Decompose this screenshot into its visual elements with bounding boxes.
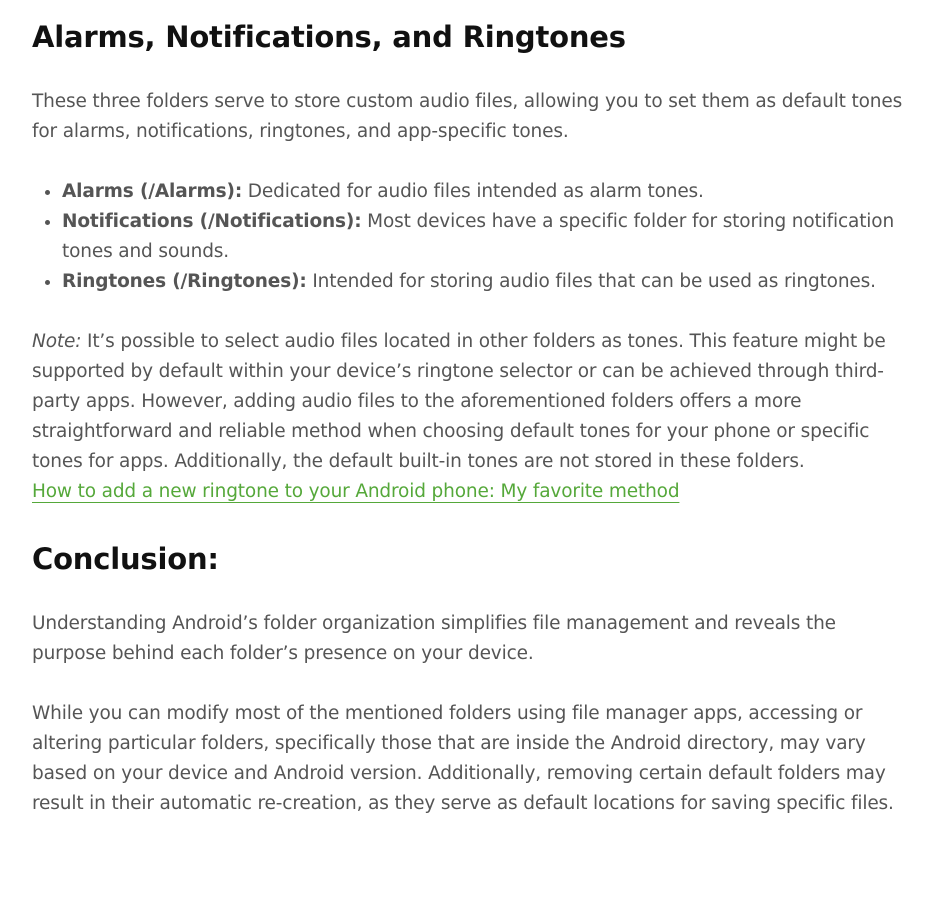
section-heading-conclusion: Conclusion: (32, 542, 219, 576)
note-text: It’s possible to select audio files located in other folders as tones. This feature might be supported by default within your device’s ringtone selector or can be achieved through third-party apps. However, adding audio files to the aforementioned folders offers a more straightforward and reliable method when choosing default tones for your phone or specific tones for apps. Additionally, the default built-in tones are not stored in these folders. (32, 331, 886, 472)
list-item-text: Intended for storing audio files that can be used as ringtones. (306, 271, 876, 292)
list-item-term: Notifications (/Notifications): (62, 211, 362, 232)
note-paragraph (32, 327, 912, 507)
list-item-ringtones (62, 267, 912, 297)
folder-list (32, 177, 912, 297)
note-label: Note: (32, 331, 82, 352)
list-item-notifications (62, 207, 912, 267)
list-item-term: Alarms (/Alarms): (62, 181, 243, 202)
list-item-text: Dedicated for audio files intended as alarm tones. (242, 181, 704, 202)
list-item-alarms (62, 177, 912, 207)
alarms-intro-paragraph: These three folders serve to store custom audio files, allowing you to set them as default tones for alarms, notifications, ringtones, and app-specific tones. (32, 91, 903, 142)
conclusion-paragraph-2: While you can modify most of the mentioned folders using file manager apps, accessing or altering particular folders, specifically those that are inside the Android directory, may vary based on your device and Android version. Additionally, removing certain default folders may result in their automatic re-creation, as they serve as default locations for saving specific files. (32, 703, 894, 814)
list-item-text: Most devices have a specific folder for storing notification tones and sounds. (62, 211, 895, 262)
section-heading-alarms: Alarms, Notifications, and Ringtones (32, 20, 626, 54)
list-item-term: Ringtones (/Ringtones): (62, 271, 307, 292)
ringtone-guide-link[interactable]: How to add a new ringtone to your Android phone: My favorite method (32, 481, 680, 502)
conclusion-paragraph-1: Understanding Android’s folder organization simplifies file management and reveals the purpose behind each folder’s presence on your device. (32, 613, 836, 664)
